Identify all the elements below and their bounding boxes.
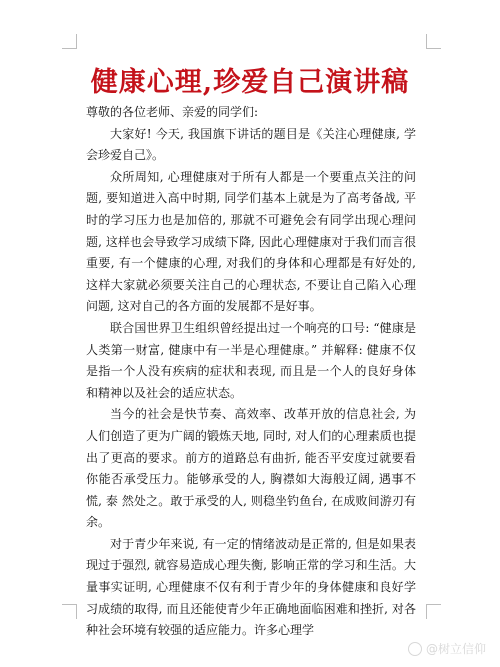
paragraph: 大家好! 今天, 我国旗下讲话的题目是《关注心理健康, 学会珍爱自己》。 [86,126,416,163]
crop-mark-bottom-right [426,604,441,619]
crop-mark-top-left [62,34,77,49]
watermark-text: @树立信仰 [425,642,486,656]
paragraph: 联合国世界卫生组织曾经提出过一个响亮的口号: “健康是人类第一财富, 健康中有一半是心理健康。” 并解释: 健康不仅是指一个人没有疾病的症状和表现, 而且是一个人的良好身体和精神以及社会的适应状态。 [86,320,416,400]
platform-logo-icon [408,642,422,656]
watermark [408,640,486,657]
paragraph: 众所周知, 心理健康对于所有人都是一个要重点关注的问题, 要知道进入高中时期, 同学们基本上就是为了高考备战, 平时的学习压力也是加倍的, 那就不可避免会有同学出现心理问题, 这样也会导致学习成绩下降, 因此心理健康对于我们而言很重要, 有一个健康的心理, 对我们的身体和心理都是有好处的, 这样大家就必须要关注自己的心理状态, 不要让自己陷入心理问题, 这对自己的各方面的发展都不是好事。 [86,169,416,314]
crop-mark-top-right [426,34,441,49]
paragraph: 尊敬的各位老师、亲爱的同学们: [86,105,259,119]
document-body [86,102,416,642]
crop-mark-bottom-left [62,604,77,619]
paragraph: 对于青少年来说, 有一定的情绪波动是正常的, 但是如果表现过于强烈, 就容易造成心理失衡, 影响正常的学习和生活。大量事实证明, 心理健康不仅有利于青少年的身体健康和良好学习成绩的取得, 而且还能使青少年正确地面临困难和挫折, 对各种社会环境有较强的适应能力。许多心理学 [86,536,416,638]
document-title: 健康心理,珍爱自己演讲稿 [90,67,410,98]
paragraph: 当今的社会是快节奏、高效率、改革开放的信息社会, 为人们创造了更为广阔的锻炼天地, 同时, 对人们的心理素质也提出了更高的要求。前方的道路总有曲折, 能否平安度过就要看你能否承受压力。能够承受的人, 胸襟如大海般辽阔, 遇事不慌, 泰 然处之。敢于承受的人, 则稳坐钓鱼台, 在成败间游刃有余。 [86,407,416,530]
